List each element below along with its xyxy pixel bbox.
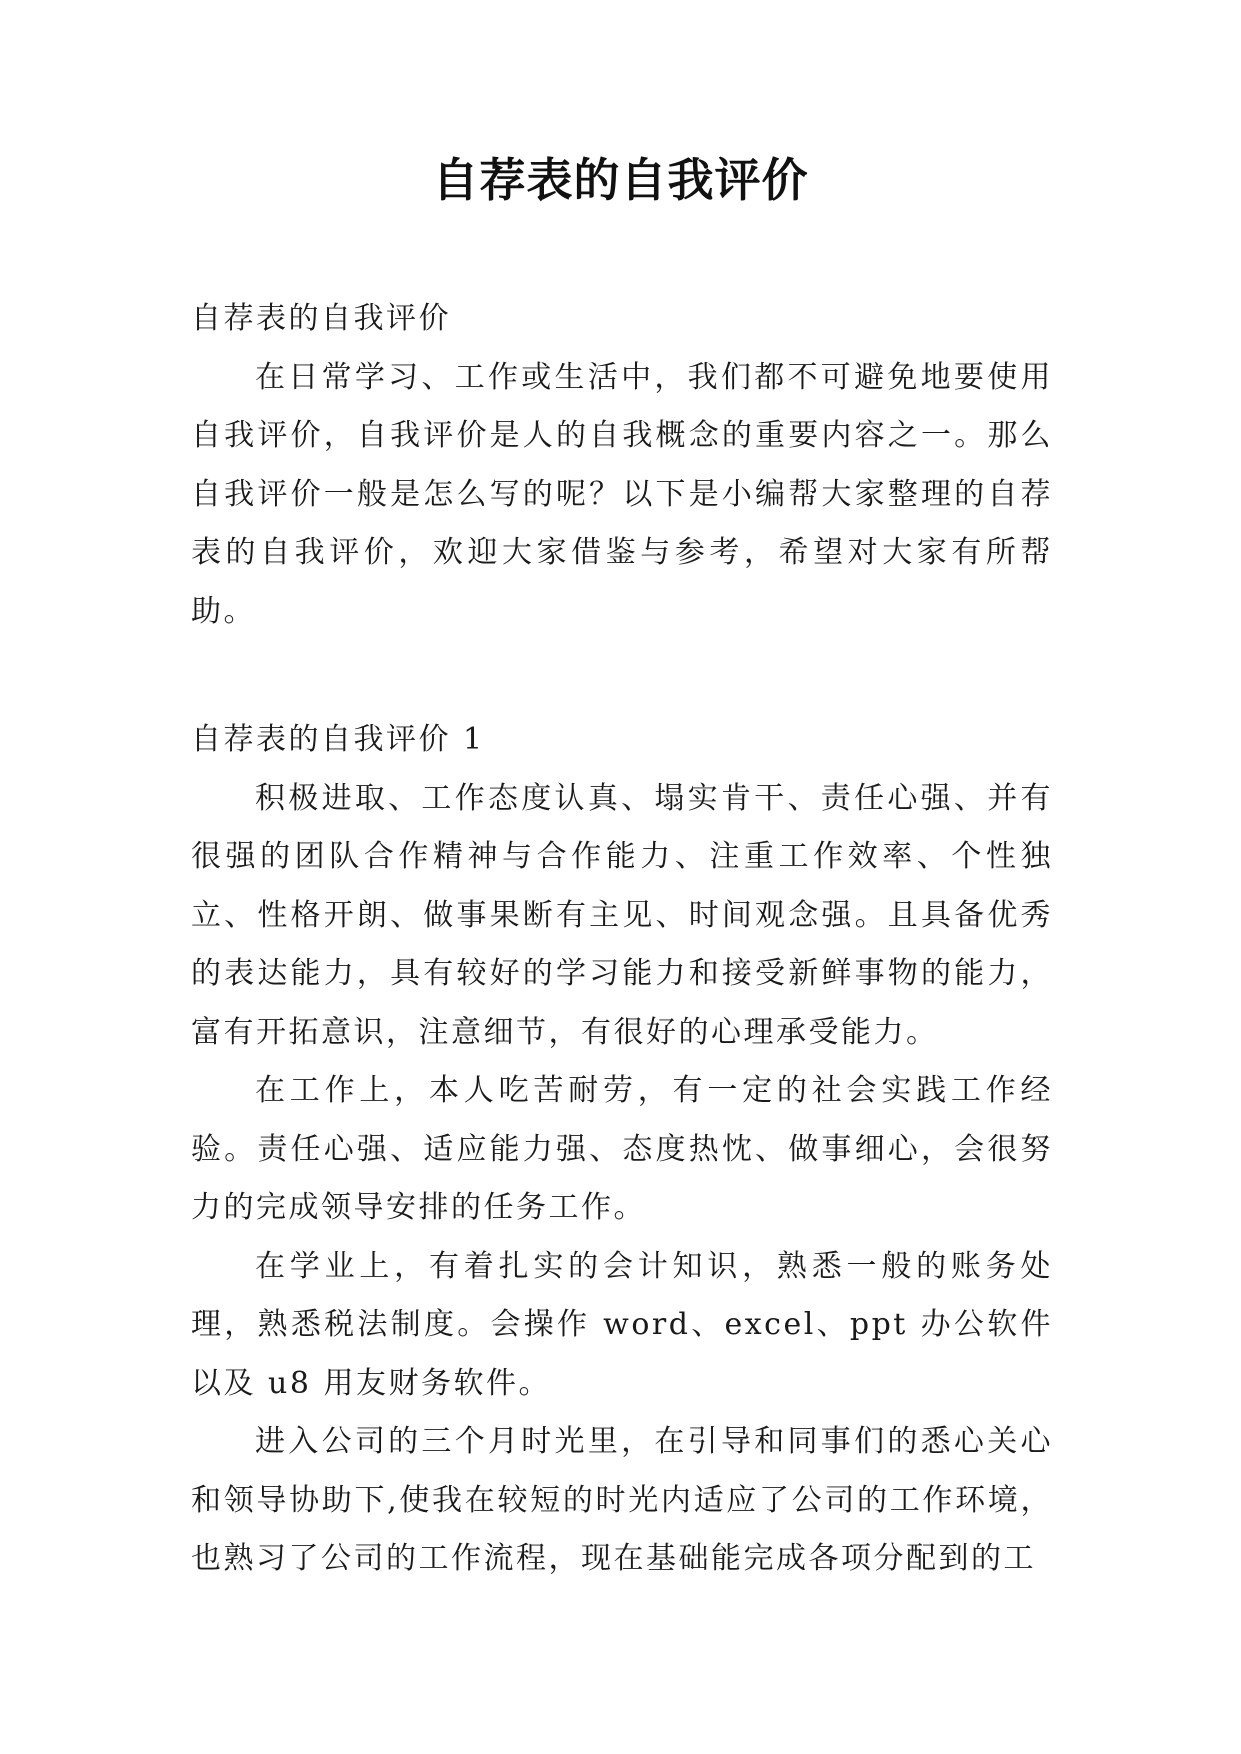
section-paragraph: 在学业上，有着扎实的会计知识，熟悉一般的账务处理，熟悉税法制度。会操作 word、excel、ppt 办公软件以及 u8 用友财务软件。 xyxy=(191,1248,1053,1401)
section-heading: 自荐表的自我评价 1 xyxy=(191,722,485,757)
section-paragraph: 在工作上，本人吃苦耐劳，有一定的社会实践工作经验。责任心强、适应能力强、态度热忱、做事细心，会很努力的完成领导安排的任务工作。 xyxy=(191,1073,1053,1225)
document-body xyxy=(191,290,1053,1589)
intro-heading: 自荐表的自我评价 xyxy=(191,301,451,336)
section-paragraph: 积极进取、工作态度认真、塌实肯干、责任心强、并有很强的团队合作精神与合作能力、注重工作效率、个性独立、性格开朗、做事果断有主见、时间观念强。且具备优秀的表达能力，具有较好的学习能力和接受新鲜事物的能力，富有开拓意识，注意细节，有很好的心理承受能力。 xyxy=(191,780,1053,1050)
intro-paragraph: 在日常学习、工作或生活中，我们都不可避免地要使用自我评价，自我评价是人的自我概念的重要内容之一。那么自我评价一般是怎么写的呢？以下是小编帮大家整理的自荐表的自我评价，欢迎大家借鉴与参考，希望对大家有所帮助。 xyxy=(191,359,1053,629)
section-gap xyxy=(191,641,1053,711)
section-paragraph: 进入公司的三个月时光里，在引导和同事们的悉心关心和领导协助下,使我在较短的时光内适应了公司的工作环境，也熟习了公司的工作流程，现在基础能完成各项分配到的工 xyxy=(191,1424,1053,1576)
document-title: 自荐表的自我评价 xyxy=(432,153,809,207)
